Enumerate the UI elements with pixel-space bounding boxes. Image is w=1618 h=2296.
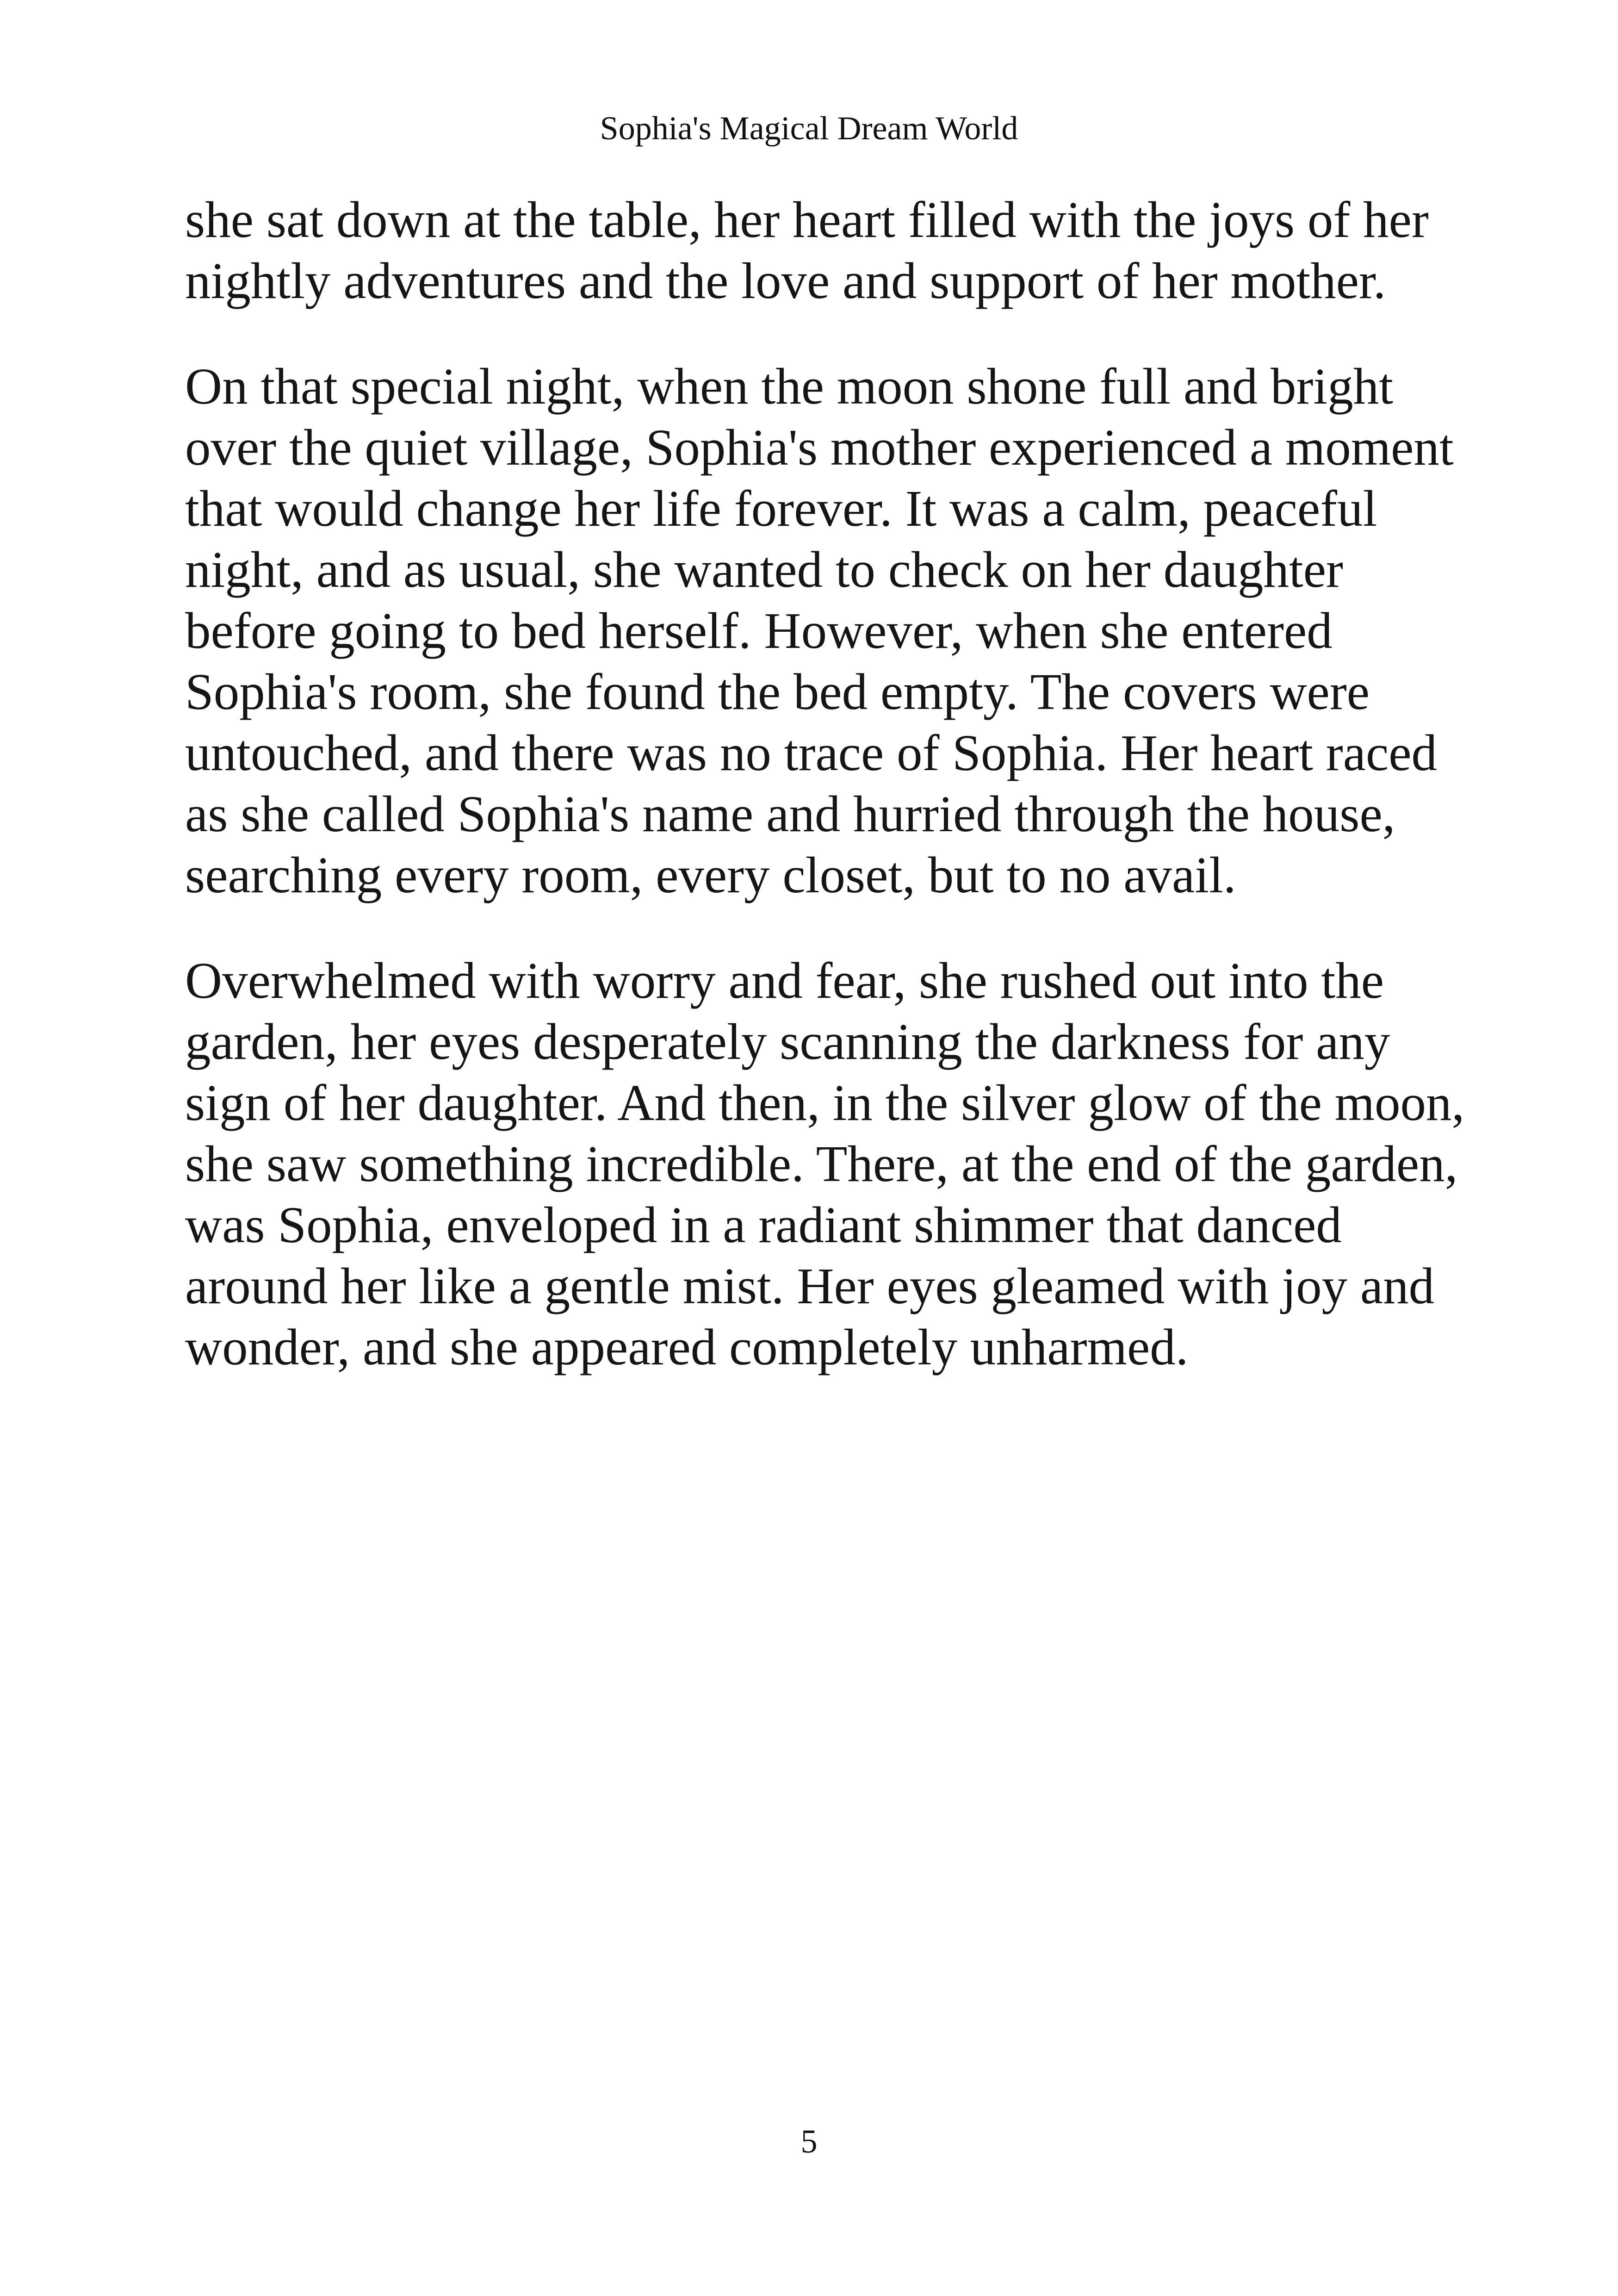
paragraph: she sat down at the table, her heart filled with the joys of her nightly adventures and the love and support of her mother. bbox=[185, 192, 1429, 310]
running-header-title: Sophia's Magical Dream World bbox=[600, 110, 1018, 147]
paragraph: Overwhelmed with worry and fear, she rushed out into the garden, her eyes desperately scanning the darkness for any sign of her daughter. And then, in the silver glow of the moon, she saw something incredible. There, at the end of the garden, was Sophia, enveloped in a radiant shimmer that danced around her like a gentle mist. Her eyes gleamed with joy and wonder, and she appeared completely unharmed. bbox=[185, 952, 1465, 1376]
page-number: 5 bbox=[800, 2123, 818, 2160]
paragraph: On that special night, when the moon shone full and bright over the quiet village, Sophia's mother experienced a moment that would change her life forever. It was a calm, peaceful night, and as usual, she wanted to check on her daughter before going to bed herself. However, when she entered Sophia's room, she found the bed empty. The covers were untouched, and there was no trace of Sophia. Her heart raced as she called Sophia's name and hurried through the house, searching every room, every closet, but to no avail. bbox=[185, 358, 1454, 904]
body-text bbox=[185, 190, 1471, 1423]
